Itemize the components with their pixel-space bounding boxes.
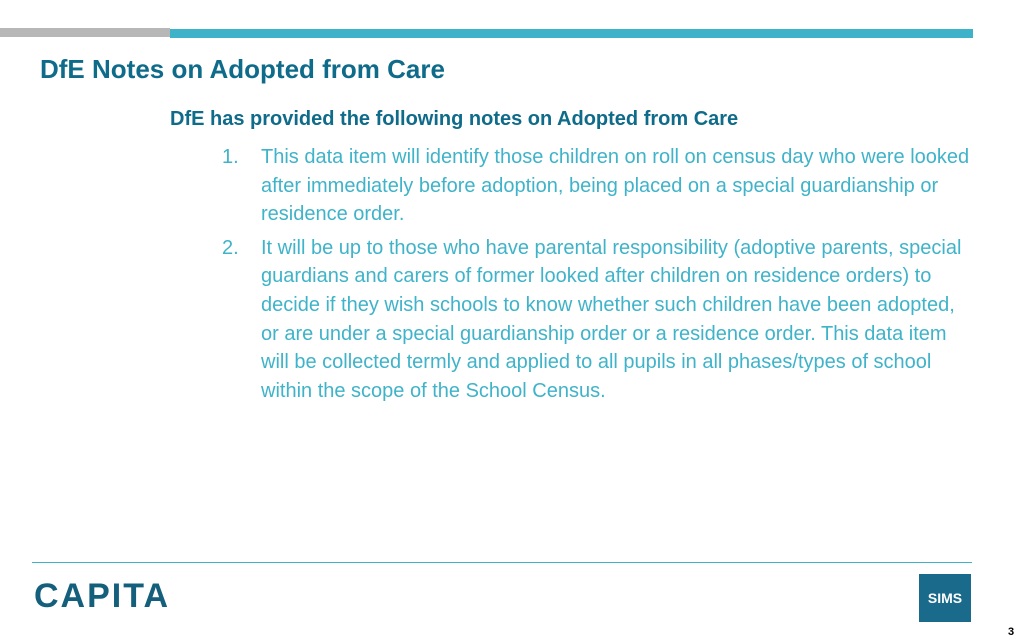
note-text: This data item will identify those children on roll on census day who were looked after immediately before adoption, being placed on a special guardianship or residence order. xyxy=(261,146,970,226)
footer-divider xyxy=(32,562,972,563)
capita-logo: CAPITA xyxy=(34,577,171,615)
page-number: 3 xyxy=(1008,626,1015,638)
header-grey-bar xyxy=(0,28,170,37)
notes-list xyxy=(222,143,972,410)
slide-subtitle: DfE has provided the following notes on Adopted from Care xyxy=(170,108,739,130)
note-item-1 xyxy=(222,143,972,229)
slide-title: DfE Notes on Adopted from Care xyxy=(40,54,445,84)
note-number: 2. xyxy=(222,236,239,259)
header-accent-bar xyxy=(170,29,973,38)
note-text: It will be up to those who have parental responsibility (adoptive parents, special guardians and carers of former looked after children on residence orders) to decide if they wish schools to know whether such children have been adopted, or are under a special guardianship order or a residence order. This data item will be collected termly and applied to all pupils in all phases/types of school within the scope of the School Census. xyxy=(261,236,962,402)
sims-logo-badge: SIMS xyxy=(919,574,971,622)
note-number: 1. xyxy=(222,146,239,168)
note-item-2 xyxy=(222,234,972,406)
